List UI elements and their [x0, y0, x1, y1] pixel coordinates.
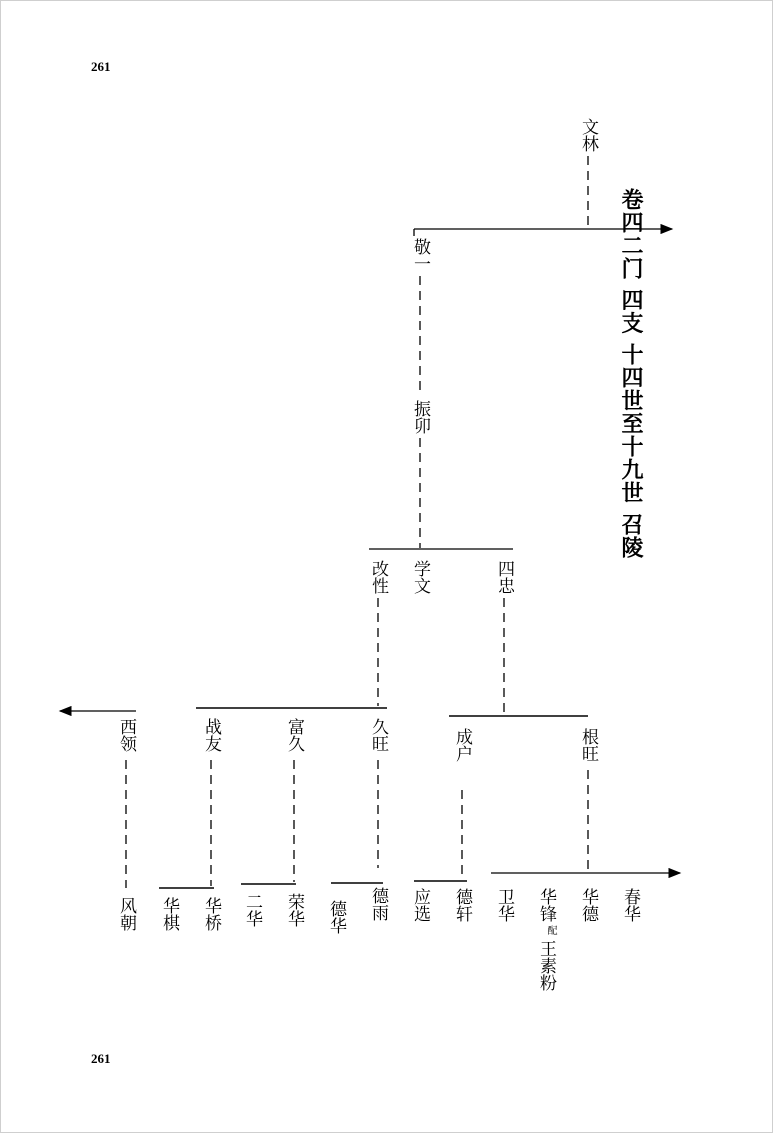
name-dehua: 德华 [326, 900, 346, 934]
name-gaixing: 改性 [368, 560, 388, 594]
name-jingyi: 敬一 [410, 238, 430, 272]
name-yingxuan: 应选 [410, 888, 430, 922]
name-erhua: 二华 [242, 893, 262, 927]
name-fujiu: 富久 [284, 718, 304, 752]
name-ronghua: 荣华 [284, 893, 304, 927]
page-number-bottom: 261 [91, 1051, 111, 1066]
name-wenlin: 文林 [578, 118, 598, 152]
name-zhanyou: 战友 [201, 718, 221, 752]
name-weihua: 卫华 [494, 888, 514, 922]
name-jiuwang: 久旺 [368, 718, 388, 752]
name-genwang: 根旺 [578, 728, 598, 762]
name-wangsufen: 王素粉 [536, 940, 556, 991]
name-huafeng: 华锋 [536, 888, 556, 922]
name-chunhua: 春华 [620, 888, 640, 922]
name-huaqiao: 华桥 [201, 897, 221, 931]
name-dexuan: 德轩 [452, 888, 472, 922]
name-chenghu: 成户 [452, 728, 472, 762]
name-deyu: 德雨 [368, 887, 388, 921]
name-pei: 配 [545, 925, 556, 935]
page-title: 卷四二门 四支 十四世至十九世 召陵 [618, 188, 643, 559]
page-number-top: 261 [91, 59, 111, 74]
name-xiling: 西领 [116, 718, 136, 752]
name-sizhong: 四忠 [494, 560, 514, 594]
name-huade: 华德 [578, 888, 598, 922]
name-zhenmao: 振卯 [410, 400, 430, 434]
name-huaqi: 华棋 [159, 897, 179, 931]
name-fengchao: 风朝 [116, 897, 136, 931]
name-xuewen: 学文 [410, 560, 430, 594]
